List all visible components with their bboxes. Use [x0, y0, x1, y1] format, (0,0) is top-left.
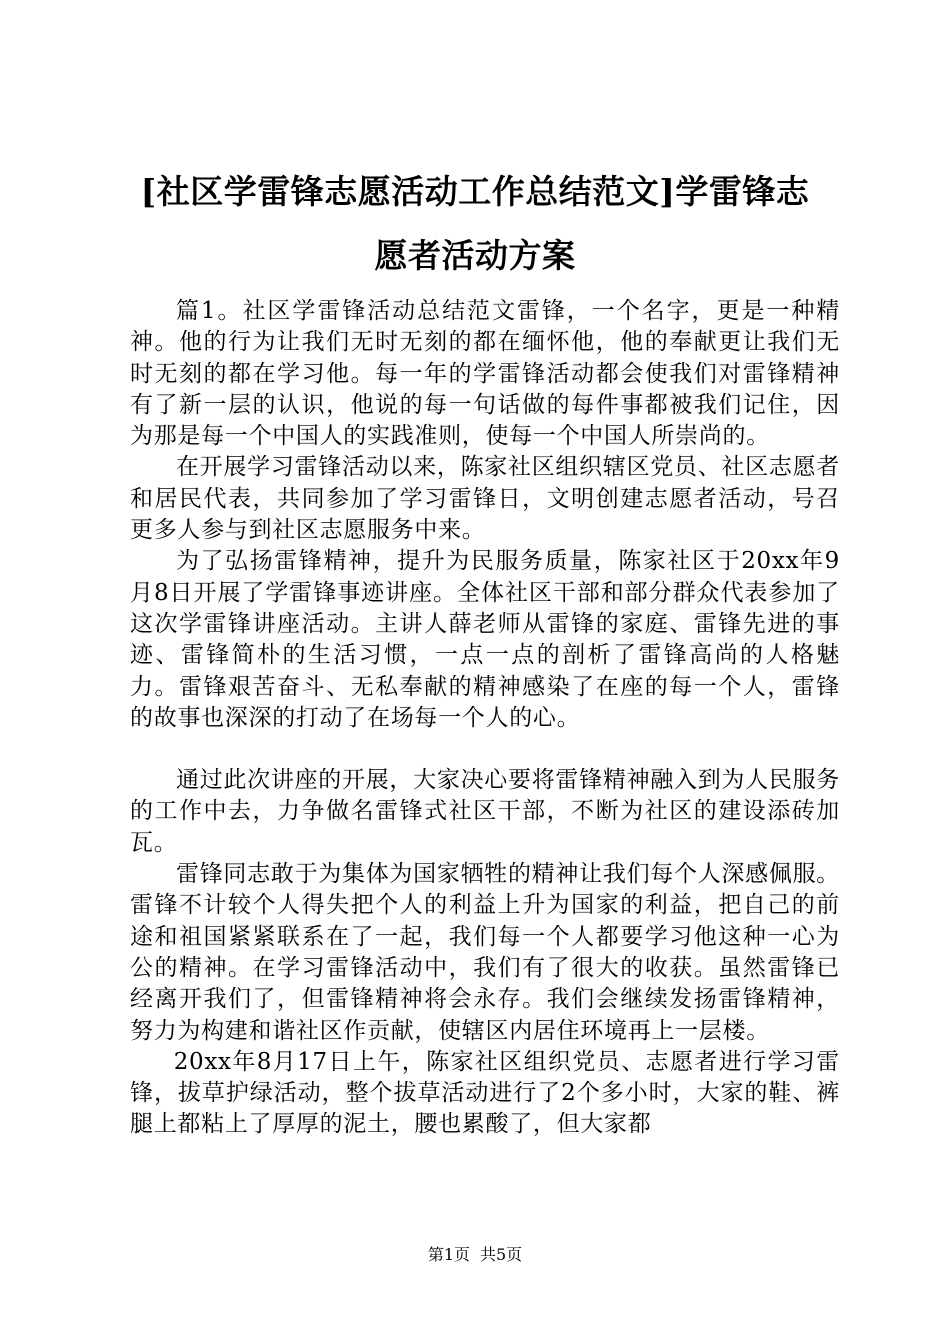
title-line-1: [社区学雷锋志愿活动工作总结范文]学雷锋志 [140, 172, 810, 211]
paragraph-2: 在开展学习雷锋活动以来，陈家社区组织辖区党员、社区志愿者和居民代表，共同参加了学习雷锋日，文明创建志愿者活动，号召更多人参与到社区志愿服务中来。 [130, 454, 840, 544]
paragraph-1: 篇1。社区学雷锋活动总结范文雷锋，一个名字，更是一种精神。他的行为让我们无时无刻的都在缅怀他，他的奉献更让我们无时无刻的都在学习他。每一年的学雷锋活动都会使我们对雷锋精神有了新一层的认识，他说的每一句话做的每件事都被我们记住，因为那是每一个中国人的实践准则，使每一个中国人所崇尚的。 [130, 298, 840, 450]
page-footer [0, 1244, 950, 1266]
paragraph-5: 雷锋同志敢于为集体为国家牺牲的精神让我们每个人深感佩服。雷锋不计较个人得失把个人的利益上升为国家的利益，把自己的前途和祖国紧紧联系在了一起，我们每一个人都要学习他这种一心为公的精神。在学习雷锋活动中，我们有了很大的收获。虽然雷锋已经离开我们了，但雷锋精神将会永存。我们会继续发扬雷锋精神，努力为构建和谐社区作贡献，使辖区内居住环境再上一层楼。 [130, 861, 840, 1044]
paragraph-4: 通过此次讲座的开展，大家决心要将雷锋精神融入到为人民服务的工作中去，力争做名雷锋式社区干部，不断为社区的建设添砖加瓦。 [130, 767, 840, 856]
document-body [130, 296, 840, 1141]
document-title [120, 160, 830, 288]
page-number: 第1页 [427, 1245, 470, 1264]
paragraph-6: 20xx年8月17日上午，陈家社区组织党员、志愿者进行学习雷锋，拔草护绿活动，整个拔草活动进行了2个多小时，大家的鞋、裤腿上都粘上了厚厚的泥土，腰也累酸了，但大家都 [130, 1048, 840, 1138]
title-line-2: 愿者活动方案 [374, 236, 576, 275]
page-total: 共5页 [480, 1245, 523, 1264]
paragraph-3: 为了弘扬雷锋精神，提升为民服务质量，陈家社区于20xx年9月8日开展了学雷锋事迹讲座。全体社区干部和部分群众代表参加了这次学雷锋讲座活动。主讲人薛老师从雷锋的家庭、雷锋先进的事迹、雷锋简朴的生活习惯，一点一点的剖析了雷锋高尚的人格魅力。雷锋艰苦奋斗、无私奉献的精神感染了在座的每一个人，雷锋的故事也深深的打动了在场每一个人的心。 [130, 548, 840, 731]
